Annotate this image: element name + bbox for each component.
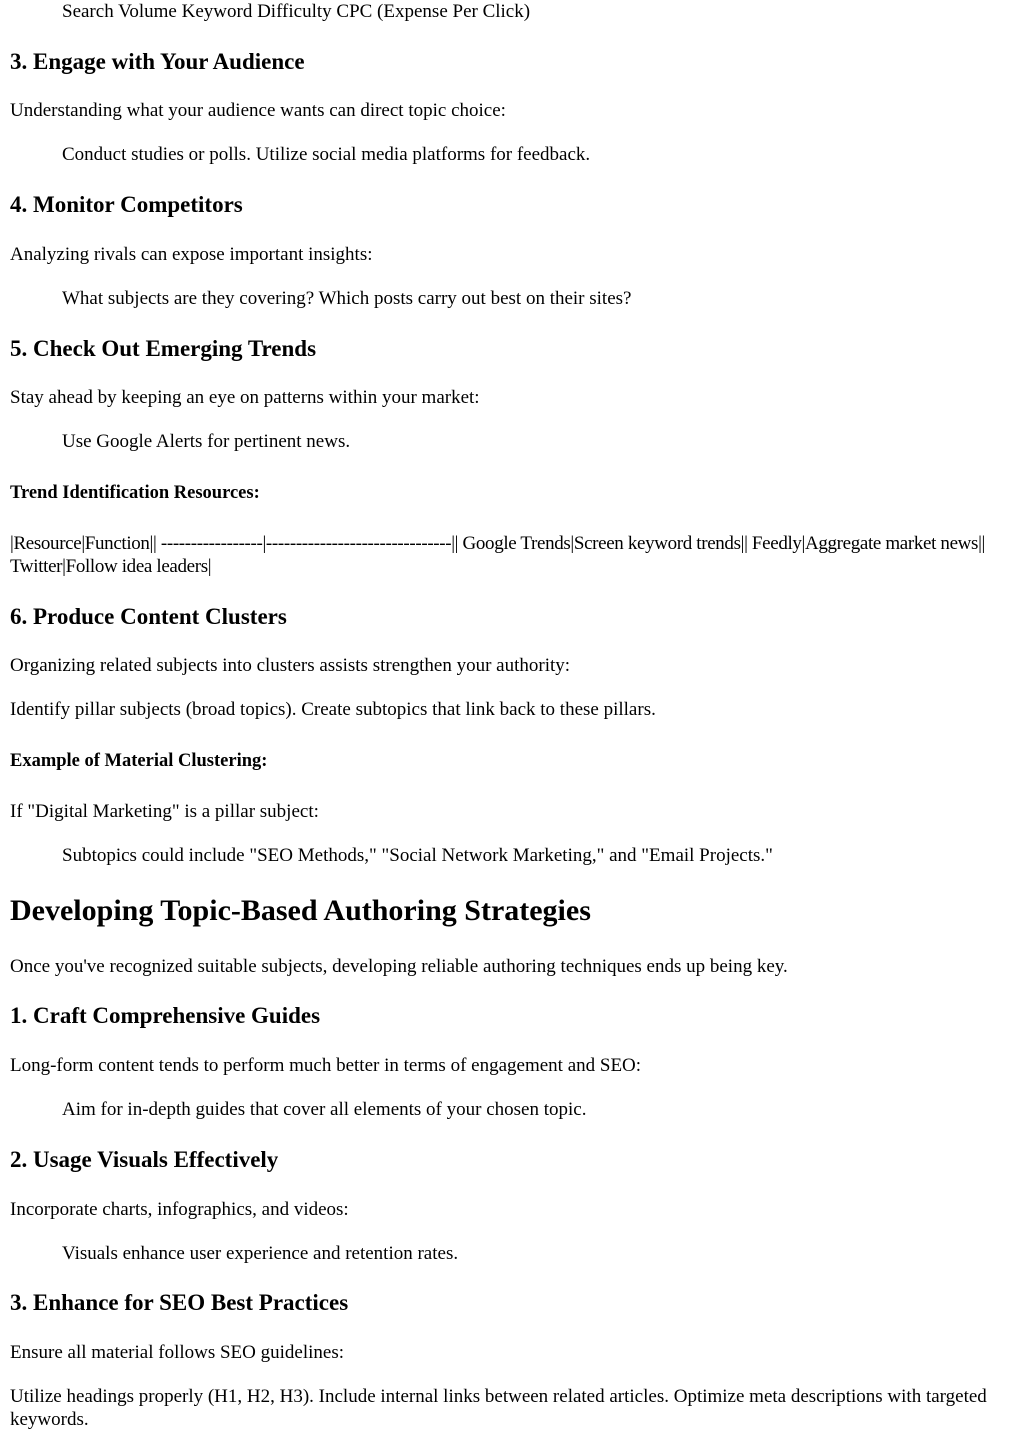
keyword-metrics-list: Search Volume Keyword Difficulty CPC (Expense Per Click) xyxy=(62,1,531,22)
section-heading-engage-audience: 3. Engage with Your Audience xyxy=(10,49,305,74)
trend-resources-heading: Trend Identification Resources: xyxy=(10,483,260,503)
trend-resources-table-text: |Resource|Function|| -----------------|-------------------------------|| Google Trends|Screen keyword trends|| Feedly|Aggregate market news|| Twitter|Follow idea leaders| xyxy=(10,533,985,577)
content-clusters-intro: Organizing related subjects into clusters assists strengthen your authority: xyxy=(10,655,571,676)
main-heading-authoring-strategies: Developing Topic-Based Authoring Strategies xyxy=(10,894,591,927)
authoring-strategies-intro: Once you've recognized suitable subjects, developing reliable authoring techniques ends up being key. xyxy=(10,956,788,977)
section-heading-content-clusters: 6. Produce Content Clusters xyxy=(10,604,287,629)
section-heading-usage-visuals: 2. Usage Visuals Effectively xyxy=(10,1147,279,1172)
comprehensive-guides-intro: Long-form content tends to perform much better in terms of engagement and SEO: xyxy=(10,1055,642,1076)
usage-visuals-intro: Incorporate charts, infographics, and videos: xyxy=(10,1199,349,1220)
monitor-competitors-intro: Analyzing rivals can expose important insights: xyxy=(10,244,373,265)
section-heading-monitor-competitors: 4. Monitor Competitors xyxy=(10,192,243,217)
emerging-trends-list: Use Google Alerts for pertinent news. xyxy=(62,431,351,452)
content-clusters-list: Identify pillar subjects (broad topics). Create subtopics that link back to these pillars. xyxy=(10,699,656,720)
seo-best-practices-intro: Ensure all material follows SEO guidelines: xyxy=(10,1342,345,1363)
seo-best-practices-list: Utilize headings properly (H1, H2, H3). Include internal links between related articles. Optimize meta descriptions with targeted keywords. xyxy=(10,1386,987,1430)
comprehensive-guides-list: Aim for in-depth guides that cover all elements of your chosen topic. xyxy=(62,1099,587,1120)
clustering-example-intro: If "Digital Marketing" is a pillar subject: xyxy=(10,801,319,822)
section-heading-comprehensive-guides: 1. Craft Comprehensive Guides xyxy=(10,1003,321,1028)
monitor-competitors-list: What subjects are they covering? Which posts carry out best on their sites? xyxy=(62,288,632,309)
engage-audience-list: Conduct studies or polls. Utilize social media platforms for feedback. xyxy=(62,144,591,165)
clustering-example-list: Subtopics could include "SEO Methods," "Social Network Marketing," and "Email Projects." xyxy=(62,845,773,866)
engage-audience-intro: Understanding what your audience wants can direct topic choice: xyxy=(10,100,506,121)
section-heading-seo-best-practices: 3. Enhance for SEO Best Practices xyxy=(10,1290,349,1315)
section-heading-emerging-trends: 5. Check Out Emerging Trends xyxy=(10,336,317,361)
usage-visuals-list: Visuals enhance user experience and retention rates. xyxy=(62,1243,459,1264)
clustering-example-heading: Example of Material Clustering: xyxy=(10,751,268,771)
emerging-trends-intro: Stay ahead by keeping an eye on patterns within your market: xyxy=(10,387,480,408)
